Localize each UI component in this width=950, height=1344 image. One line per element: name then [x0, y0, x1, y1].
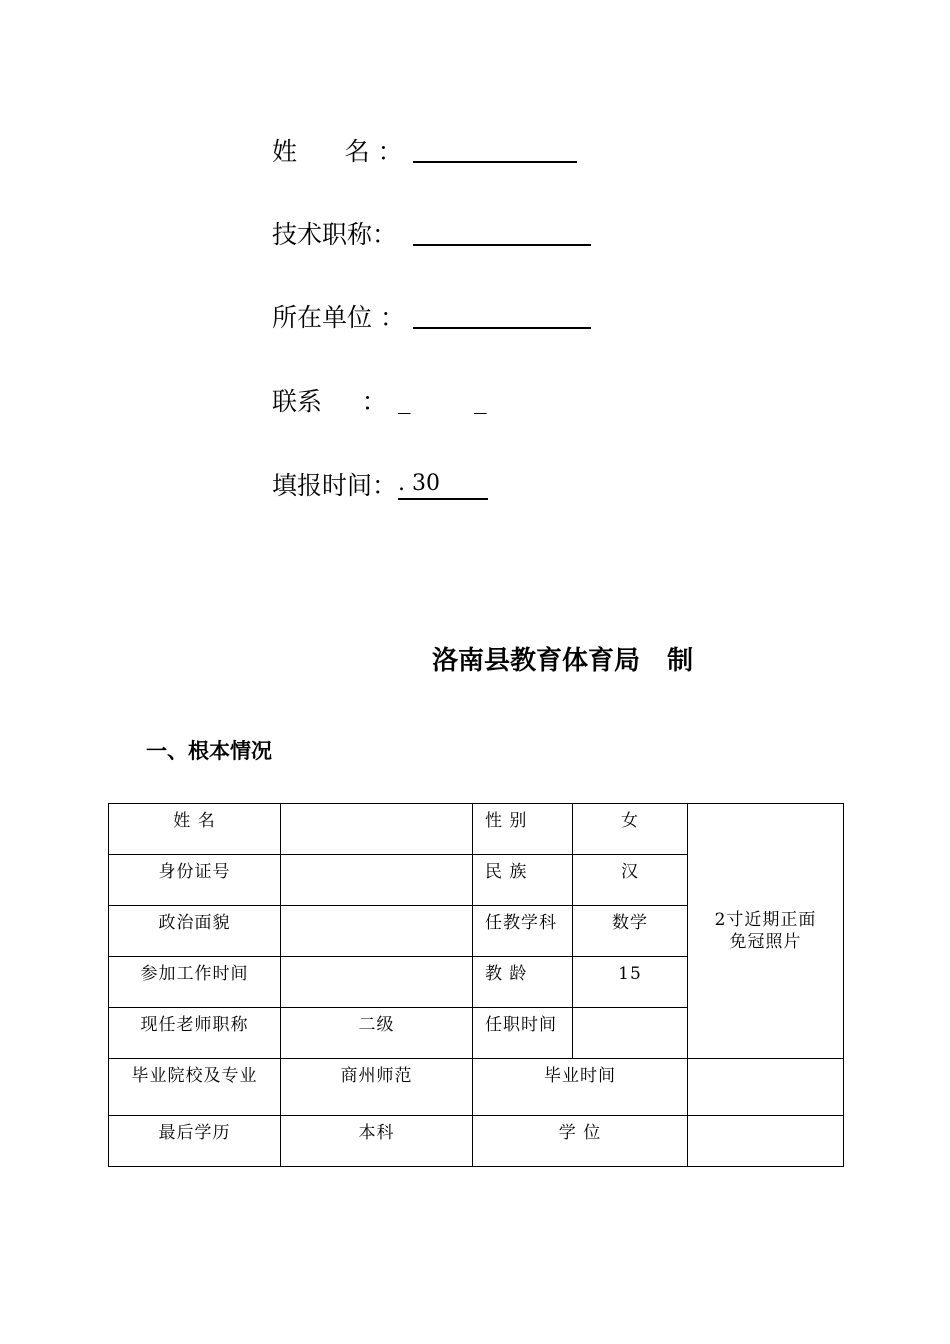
gender-value-cell[interactable]: 女 [573, 804, 688, 855]
teaching-years-label-cell: 教 龄 [473, 957, 573, 1008]
title-field-label: 技术职称： [272, 220, 398, 249]
title-field-line[interactable] [413, 216, 591, 246]
work-start-label-cell: 参加工作时间 [109, 957, 281, 1008]
current-title-value-cell[interactable]: 二级 [281, 1008, 473, 1059]
contact-field-marks[interactable]: _ _ [398, 385, 487, 414]
basic-info-table [108, 803, 844, 1167]
subject-value-cell[interactable]: 数学 [573, 906, 688, 957]
date-field-label: 填报时间： [272, 471, 398, 500]
gender-label-cell: 性 别 [473, 804, 573, 855]
school-label-cell: 毕业院校及专业 [109, 1059, 281, 1116]
grad-time-value-cell[interactable] [688, 1059, 844, 1116]
id-value-cell[interactable] [281, 855, 473, 906]
photo-line1: 2寸近期正面 [714, 909, 817, 930]
photo-line2: 免冠照片 [729, 931, 802, 952]
date-field-value[interactable]: . 30 [398, 470, 488, 500]
education-label-cell: 最后学历 [109, 1116, 281, 1167]
political-label-cell: 政治面貌 [109, 906, 281, 957]
work-start-value-cell[interactable] [281, 957, 473, 1008]
school-value-cell[interactable]: 商州师范 [281, 1059, 473, 1116]
photo-cell[interactable] [688, 804, 844, 1059]
current-title-label-cell: 现任老师职称 [109, 1008, 281, 1059]
political-value-cell[interactable] [281, 906, 473, 957]
subject-label-cell: 任教学科 [473, 906, 573, 957]
name-value-cell[interactable] [281, 804, 473, 855]
section-title: 一、根本情况 [146, 739, 272, 763]
education-value-cell[interactable]: 本科 [281, 1116, 473, 1167]
ethnicity-value-cell[interactable]: 汉 [573, 855, 688, 906]
name-field-label: 姓 名 ： [272, 137, 403, 166]
degree-value-cell[interactable] [688, 1116, 844, 1167]
ethnicity-label-cell: 民 族 [473, 855, 573, 906]
id-label-cell: 身份证号 [109, 855, 281, 906]
degree-label-cell: 学 位 [473, 1116, 688, 1167]
contact-field-label: 联系 ： [272, 387, 387, 416]
issuer-text: 洛南县教育体育局 制 [432, 646, 694, 676]
name-label-cell: 姓 名 [109, 804, 281, 855]
appointment-value-cell[interactable] [573, 1008, 688, 1059]
unit-field-label: 所在单位 ： [272, 303, 405, 332]
teaching-years-value-cell[interactable]: 15 [573, 957, 688, 1008]
name-field-line[interactable] [413, 133, 577, 163]
grad-time-label-cell: 毕业时间 [473, 1059, 688, 1116]
unit-field-line[interactable] [413, 299, 591, 329]
appointment-label-cell: 任职时间 [473, 1008, 573, 1059]
